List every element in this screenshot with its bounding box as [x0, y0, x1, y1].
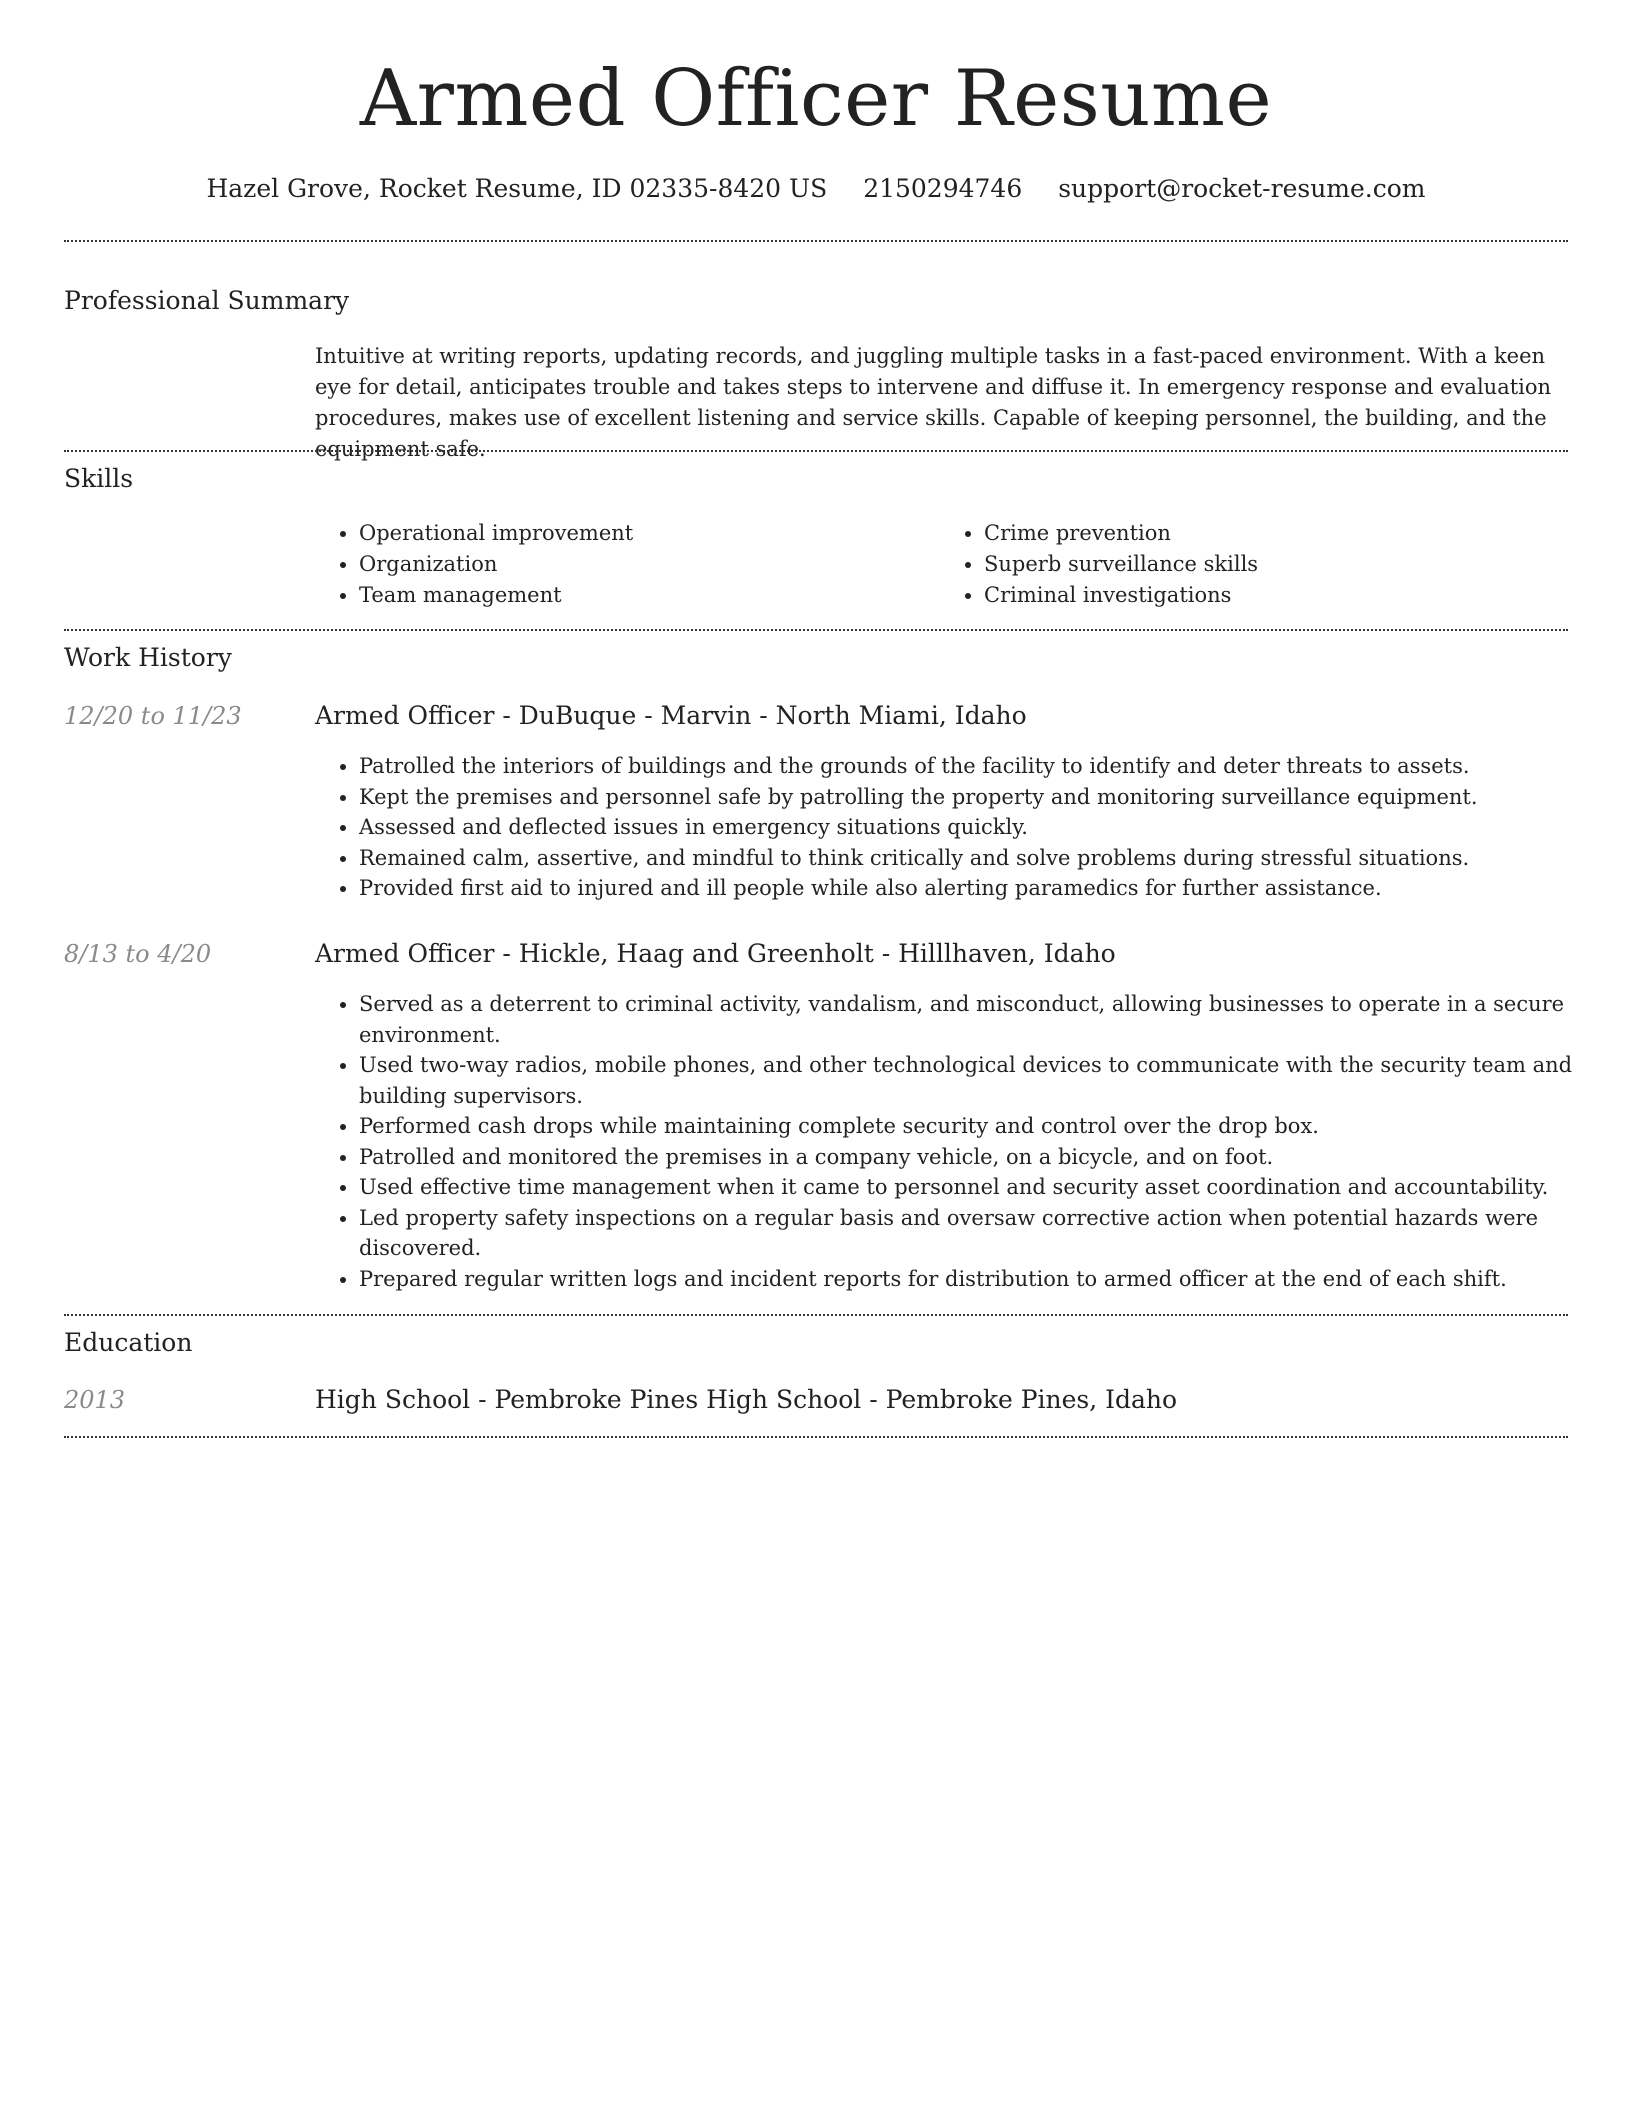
job-bullets: [315, 989, 1599, 1294]
skill-item: • Organization: [359, 549, 940, 580]
skills-list: [315, 518, 1565, 611]
skills-column-right: [940, 518, 1565, 611]
contact-email[interactable]: support@rocket-resume.com: [1058, 174, 1426, 203]
job-bullet: • Assessed and deflected issues in emergency situations quickly.: [359, 812, 1599, 843]
job-bullet: • Prepared regular written logs and incident reports for distribution to armed officer at the end of each shift.: [359, 1264, 1599, 1295]
divider: [64, 240, 1568, 242]
job-bullet: • Used two-way radios, mobile phones, and other technological devices to communicate with the security team and building supervisors.: [359, 1050, 1599, 1111]
divider: [64, 629, 1568, 631]
job-dates: 8/13 to 4/20: [64, 940, 212, 968]
job-bullet: • Performed cash drops while maintaining complete security and control over the drop box.: [359, 1111, 1599, 1142]
job-bullet: • Used effective time management when it came to personnel and security asset coordination and accountability.: [359, 1172, 1599, 1203]
job-bullet: • Provided first aid to injured and ill people while also alerting paramedics for further assistance.: [359, 873, 1599, 904]
section-title-education: Education: [64, 1328, 193, 1357]
job-bullet: • Led property safety inspections on a regular basis and oversaw corrective action when potential hazards were discovered.: [359, 1203, 1599, 1264]
education-title: High School - Pembroke Pines High School - Pembroke Pines, Idaho: [315, 1385, 1178, 1414]
skills-column-left: [315, 518, 940, 611]
job-bullet: • Kept the premises and personnel safe by patrolling the property and monitoring surveillance equipment.: [359, 782, 1599, 813]
skill-item: • Crime prevention: [984, 518, 1565, 549]
education-dates: 2013: [64, 1386, 126, 1414]
section-title-skills: Skills: [64, 464, 134, 493]
contact-address: Hazel Grove, Rocket Resume, ID 02335-8420 US: [206, 174, 828, 203]
contact-line: [0, 174, 1632, 203]
resume-title: Armed Officer Resume: [359, 54, 1273, 144]
job-title: Armed Officer - Hickle, Haag and Greenholt - Hilllhaven, Idaho: [315, 939, 1116, 968]
job-bullet: • Patrolled and monitored the premises in a company vehicle, on a bicycle, and on foot.: [359, 1142, 1599, 1173]
contact-phone: 2150294746: [863, 174, 1023, 203]
section-title-summary: Professional Summary: [64, 286, 350, 315]
job-bullets: [315, 751, 1599, 904]
skill-item: • Superb surveillance skills: [984, 549, 1565, 580]
job-bullet: • Served as a deterrent to criminal activity, vandalism, and misconduct, allowing businesses to operate in a secure environment.: [359, 989, 1599, 1050]
skill-item: • Operational improvement: [359, 518, 940, 549]
skill-item: • Team management: [359, 580, 940, 611]
skill-item: • Criminal investigations: [984, 580, 1565, 611]
job-title: Armed Officer - DuBuque - Marvin - North Miami, Idaho: [315, 701, 1027, 730]
section-title-work: Work History: [64, 643, 232, 672]
divider: [64, 1436, 1568, 1438]
divider: [64, 1314, 1568, 1316]
summary-text: Intuitive at writing reports, updating records, and juggling multiple tasks in a fast-paced environment. With a keen eye for detail, anticipates trouble and takes steps to intervene and diffuse it. In emergency response and evaluation procedures, makes use of excellent listening and service skills. Capable of keeping personnel, the building, and the equipment safe.: [315, 344, 1552, 461]
divider: [64, 450, 1568, 452]
job-bullet: • Patrolled the interiors of buildings and the grounds of the facility to identify and deter threats to assets.: [359, 751, 1599, 782]
job-bullet: • Remained calm, assertive, and mindful to think critically and solve problems during stressful situations.: [359, 843, 1599, 874]
job-dates: 12/20 to 11/23: [64, 702, 242, 730]
